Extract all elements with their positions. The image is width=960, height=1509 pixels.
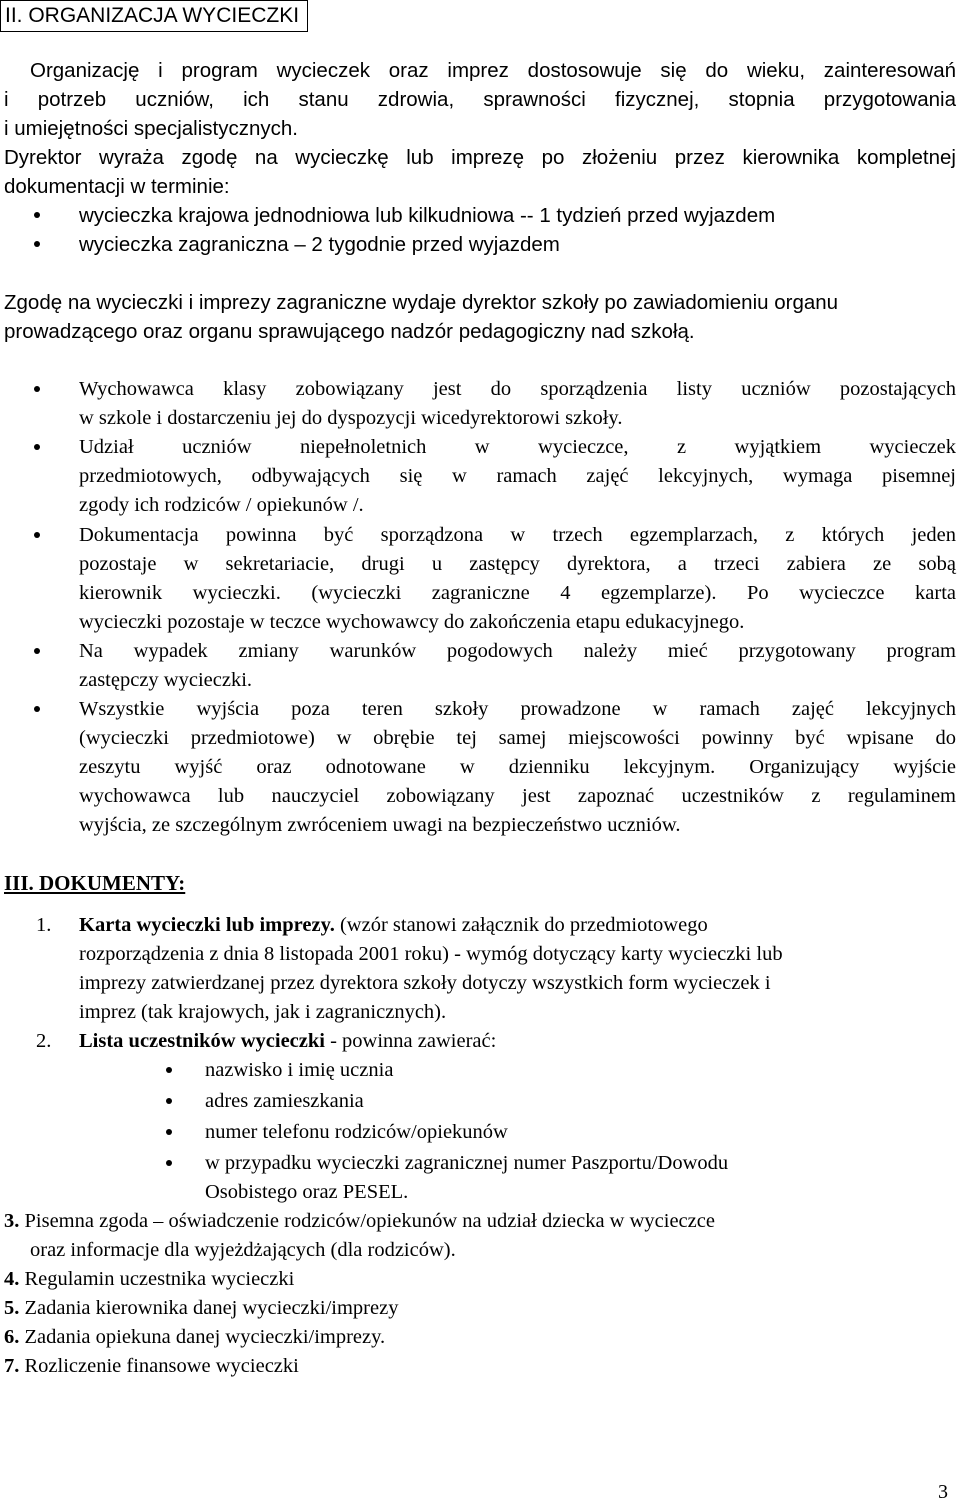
page-number: 3: [938, 1481, 948, 1503]
text-line: Dyrektor wyraża zgodę na wycieczkę lub imprezę po złożeniu przez kierownika kompletnej: [4, 146, 956, 169]
section-heading: III. DOKUMENTY:: [4, 871, 186, 895]
bullet-icon: [34, 241, 40, 247]
list-item: w przypadku wycieczki zagranicznej numer Paszportu/Dowodu: [205, 1152, 729, 1174]
list-item: Osobistego oraz PESEL.: [205, 1181, 409, 1203]
rule-line: Dokumentacja powinna być sporządzona w trzech egzemplarzach, z których jeden: [79, 524, 956, 546]
bullet-icon: [166, 1129, 172, 1135]
text-line: i umiejętności specjalistycznych.: [4, 117, 298, 140]
rule-line: Udział uczniów niepełnoletnich w wycieczce, z wyjątkiem wycieczek: [79, 436, 956, 458]
item-number: 7.: [4, 1355, 20, 1377]
list-item: wycieczka zagraniczna – 2 tygodnie przed wyjazdem: [79, 233, 560, 256]
rule-line: kierownik wycieczki. (wycieczki zagraniczne 4 egzemplarze). Po wycieczce karta: [79, 582, 956, 604]
item-line: [4, 1207, 715, 1236]
text-line: i potrzeb uczniów, ich stanu zdrowia, sprawności fizycznej, stopnia przygotowania: [4, 88, 956, 111]
rule-line: Wszystkie wyjścia poza teren szkoły prowadzone w ramach zajęć lekcyjnych: [79, 698, 956, 720]
item-line: [4, 1265, 294, 1294]
item-number: 3.: [4, 1210, 20, 1232]
text-line: Zgodę na wycieczki i imprezy zagraniczne wydaje dyrektor szkoły po zawiadomieniu organu: [4, 291, 839, 314]
text-line: dokumentacji w terminie:: [4, 175, 230, 198]
text-line: prowadzącego oraz organu sprawującego nadzór pedagogiczny nad szkołą.: [4, 320, 695, 343]
list-item: nazwisko i imię ucznia: [205, 1059, 394, 1081]
item-line: rozporządzenia z dnia 8 listopada 2001 roku) - wymóg dotyczący karty wycieczki lub: [79, 943, 783, 965]
item-number: 6.: [4, 1326, 20, 1348]
item-number: 2.: [36, 1030, 52, 1052]
item-text: Zadania opiekuna danej wycieczki/imprezy.: [19, 1326, 386, 1348]
rule-line: wychowawca lub nauczyciel zobowiązany jest zapoznać uczestników z regulaminem: [79, 785, 956, 807]
list-item: numer telefonu rodziców/opiekunów: [205, 1121, 508, 1143]
list-item: adres zamieszkania: [205, 1090, 364, 1112]
rule-line: pozostaje w sekretariacie, drugi u zastępcy dyrektora, a trzeci zabiera ze sobą: [79, 553, 956, 575]
rule-line: (wycieczki przedmiotowe) w obrębie tej samej miejscowości powinny być wpisane do: [79, 727, 956, 749]
rule-line: Wychowawca klasy zobowiązany jest do sporządzenia listy uczniów pozostających: [79, 378, 956, 400]
item-number: 4.: [4, 1268, 20, 1290]
rule-line: przedmiotowych, odbywających się w ramach zajęć lekcyjnych, wymaga pisemnej: [79, 465, 956, 487]
item-line: [79, 911, 708, 940]
section-heading: II. ORGANIZACJA WYCIECZKI: [0, 0, 308, 32]
item-text: Regulamin uczestnika wycieczki: [19, 1268, 295, 1290]
bullet-icon: [34, 212, 40, 218]
rule-line: wyjścia, ze szczególnym zwróceniem uwagi na bezpieczeństwo uczniów.: [79, 814, 681, 836]
list-item: wycieczka krajowa jednodniowa lub kilkudniowa -- 1 tydzień przed wyjazdem: [79, 204, 776, 227]
item-text: (wzór stanowi załącznik do przedmiotowego: [334, 914, 708, 936]
item-line: oraz informacje dla wyjeżdżających (dla rodziców).: [30, 1239, 456, 1261]
item-line: [79, 1027, 496, 1056]
bullet-icon: [34, 532, 40, 538]
rule-line: zeszytu wyjść oraz odnotowane w dzienniku lekcyjnym. Organizujący wyjście: [79, 756, 956, 778]
bullet-icon: [34, 444, 40, 450]
item-line: [4, 1352, 299, 1381]
text-line: Organizację i program wycieczek oraz imprez dostosowuje się do wieku, zainteresowań: [30, 59, 956, 82]
item-text: Zadania kierownika danej wycieczki/imprezy: [19, 1297, 399, 1319]
bullet-icon: [166, 1067, 172, 1073]
bullet-icon: [166, 1160, 172, 1166]
item-line: imprezy zatwierdzanej przez dyrektora szkoły dotyczy wszystkich form wycieczek i: [79, 972, 771, 994]
item-title: Lista uczestników wycieczki: [79, 1030, 325, 1052]
item-number: 5.: [4, 1297, 20, 1319]
rule-line: zgody ich rodziców / opiekunów /.: [79, 494, 364, 516]
bullet-icon: [34, 706, 40, 712]
item-number: 1.: [36, 914, 52, 936]
item-text: Pisemna zgoda – oświadczenie rodziców/opiekunów na udział dziecka w wycieczce: [19, 1210, 715, 1232]
item-line: [4, 1323, 385, 1352]
rule-line: zastępczy wycieczki.: [79, 669, 253, 691]
rule-line: w szkole i dostarczeniu jej do dyspozycji wicedyrektorowi szkoły.: [79, 407, 623, 429]
item-title: Karta wycieczki lub imprezy.: [79, 914, 335, 936]
item-text: Rozliczenie finansowe wycieczki: [19, 1355, 299, 1377]
bullet-icon: [34, 386, 40, 392]
rule-line: Na wypadek zmiany warunków pogodowych należy mieć przygotowany program: [79, 640, 956, 662]
item-line: imprez (tak krajowych, jak i zagranicznych).: [79, 1001, 447, 1023]
item-line: [4, 1294, 398, 1323]
bullet-icon: [34, 648, 40, 654]
item-text: - powinna zawierać:: [324, 1030, 497, 1052]
bullet-icon: [166, 1098, 172, 1104]
rule-line: wycieczki pozostaje w teczce wychowawcy do zakończenia etapu edukacyjnego.: [79, 611, 745, 633]
